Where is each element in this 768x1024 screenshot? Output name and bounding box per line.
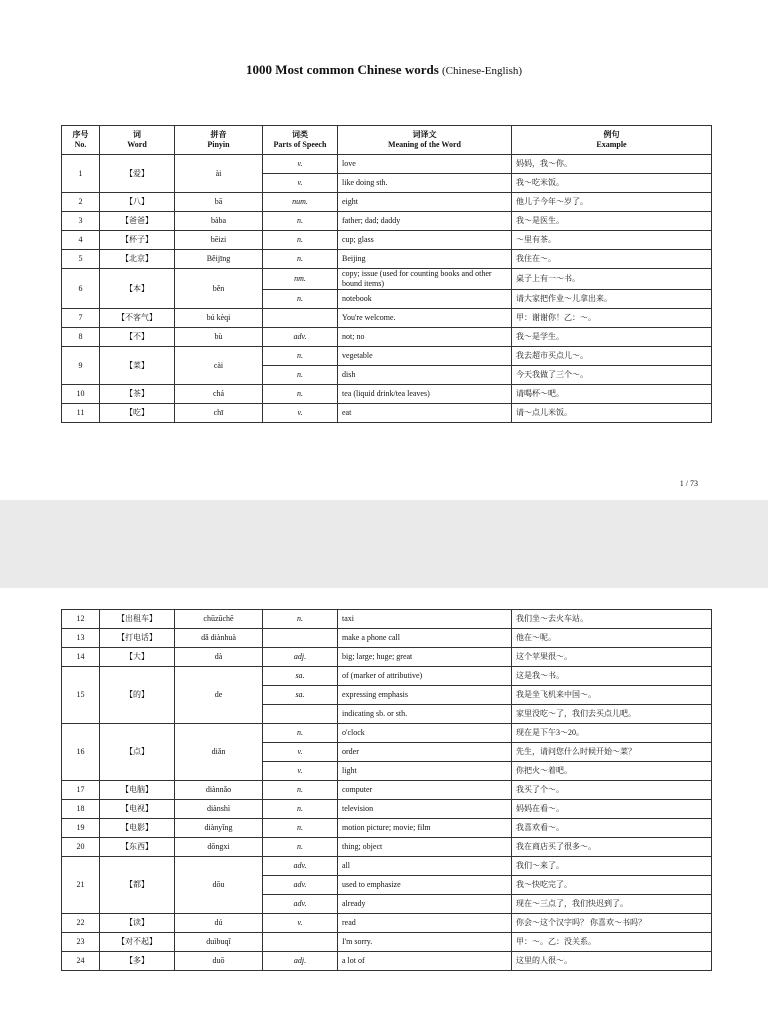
word-meaning: notebook [338, 290, 512, 309]
entry-number: 23 [62, 933, 100, 952]
entry-word: 【电视】 [100, 800, 175, 819]
word-meaning: order [338, 743, 512, 762]
entry-word: 【都】 [100, 857, 175, 914]
vocabulary-table-page-2 [61, 609, 712, 971]
entry-word: 【爸爸】 [100, 212, 175, 231]
entry-pinyin: dōu [175, 857, 263, 914]
part-of-speech: n. [263, 231, 338, 250]
table-row [62, 857, 712, 876]
part-of-speech: adv. [263, 895, 338, 914]
entry-number: 9 [62, 347, 100, 385]
entry-word: 【的】 [100, 667, 175, 724]
entry-number: 15 [62, 667, 100, 724]
entry-number: 17 [62, 781, 100, 800]
table-row [62, 800, 712, 819]
part-of-speech: v. [263, 743, 338, 762]
entry-number: 16 [62, 724, 100, 781]
word-meaning: like doing sth. [338, 174, 512, 193]
entry-number: 5 [62, 250, 100, 269]
example-sentence: 我喜欢看～。 [512, 819, 712, 838]
entry-pinyin: bú kèqi [175, 309, 263, 328]
word-meaning: I'm sorry. [338, 933, 512, 952]
entry-pinyin: chūzūchē [175, 610, 263, 629]
word-meaning: all [338, 857, 512, 876]
word-meaning: of (marker of attributive) [338, 667, 512, 686]
entry-pinyin: duō [175, 952, 263, 971]
table-row [62, 914, 712, 933]
table-row [62, 404, 712, 423]
word-meaning: Beijing [338, 250, 512, 269]
part-of-speech: adj. [263, 648, 338, 667]
word-meaning: vegetable [338, 347, 512, 366]
table-body [62, 610, 712, 971]
part-of-speech: n. [263, 212, 338, 231]
part-of-speech: n. [263, 347, 338, 366]
example-sentence: 我们坐～去火车站。 [512, 610, 712, 629]
word-meaning: motion picture; movie; film [338, 819, 512, 838]
example-sentence: 他在～呢。 [512, 629, 712, 648]
part-of-speech: adv. [263, 857, 338, 876]
table-row [62, 231, 712, 250]
word-meaning: light [338, 762, 512, 781]
entry-pinyin: bù [175, 328, 263, 347]
column-header-zh: 词译文 [412, 130, 437, 139]
entry-word: 【八】 [100, 193, 175, 212]
table-row [62, 667, 712, 686]
table-row [62, 648, 712, 667]
entry-word: 【不客气】 [100, 309, 175, 328]
entry-number: 3 [62, 212, 100, 231]
table-row [62, 724, 712, 743]
entry-pinyin: ài [175, 155, 263, 193]
example-sentence: 请大家把作业～儿拿出来。 [512, 290, 712, 309]
table-row [62, 347, 712, 366]
table-row [62, 610, 712, 629]
document-title [0, 62, 768, 78]
example-sentence: 我去超市买点儿～。 [512, 347, 712, 366]
part-of-speech [263, 629, 338, 648]
part-of-speech: v. [263, 404, 338, 423]
entry-word: 【吃】 [100, 404, 175, 423]
column-header [338, 126, 512, 155]
entry-word: 【杯子】 [100, 231, 175, 250]
word-meaning: already [338, 895, 512, 914]
entry-word: 【大】 [100, 648, 175, 667]
part-of-speech: n. [263, 250, 338, 269]
entry-pinyin: běn [175, 269, 263, 309]
table-row [62, 193, 712, 212]
example-sentence: 甲：～。乙：没关系。 [512, 933, 712, 952]
word-meaning: thing; object [338, 838, 512, 857]
entry-number: 14 [62, 648, 100, 667]
example-sentence: 我～吃米饭。 [512, 174, 712, 193]
word-meaning: read [338, 914, 512, 933]
entry-number: 10 [62, 385, 100, 404]
part-of-speech: n. [263, 385, 338, 404]
table-row [62, 250, 712, 269]
entry-number: 18 [62, 800, 100, 819]
title-subtitle: (Chinese-English) [442, 65, 523, 77]
part-of-speech: n. [263, 724, 338, 743]
column-header [175, 126, 263, 155]
column-header [263, 126, 338, 155]
word-meaning: o'clock [338, 724, 512, 743]
column-header-zh: 词类 [292, 130, 308, 139]
example-sentence: 请喝杯～吧。 [512, 385, 712, 404]
entry-pinyin: cài [175, 347, 263, 385]
entry-pinyin: de [175, 667, 263, 724]
word-meaning: love [338, 155, 512, 174]
example-sentence: 先生，请问您什么时候开始～菜？ [512, 743, 712, 762]
word-meaning: computer [338, 781, 512, 800]
entry-number: 22 [62, 914, 100, 933]
vocabulary-table-page-1 [61, 125, 712, 423]
entry-word: 【打电话】 [100, 629, 175, 648]
word-meaning: cup; glass [338, 231, 512, 250]
entry-word: 【东西】 [100, 838, 175, 857]
example-sentence: 妈妈，我～你。 [512, 155, 712, 174]
example-sentence: 我～是医生。 [512, 212, 712, 231]
word-meaning: taxi [338, 610, 512, 629]
word-meaning: copy; issue (used for counting books and other bound items) [338, 269, 512, 290]
example-sentence: 我住在～。 [512, 250, 712, 269]
entry-word: 【电影】 [100, 819, 175, 838]
example-sentence: 家里没吃～了，我们去买点儿吧。 [512, 705, 712, 724]
part-of-speech: adv. [263, 328, 338, 347]
example-sentence: 我～是学生。 [512, 328, 712, 347]
entry-word: 【不】 [100, 328, 175, 347]
title-main: 1000 Most common Chinese words [245, 62, 439, 77]
part-of-speech: n. [263, 819, 338, 838]
example-sentence: ～里有茶。 [512, 231, 712, 250]
column-header-en: Pinyin [207, 140, 230, 149]
column-header-zh: 例句 [603, 130, 620, 139]
entry-word: 【北京】 [100, 250, 175, 269]
part-of-speech: v. [263, 174, 338, 193]
entry-number: 12 [62, 610, 100, 629]
word-meaning: make a phone call [338, 629, 512, 648]
word-meaning: indicating sb. or sth. [338, 705, 512, 724]
table-row [62, 155, 712, 174]
column-header-en: Meaning of the Word [388, 140, 461, 149]
entry-pinyin: dǎ diànhuà [175, 629, 263, 648]
entry-pinyin: Běijīng [175, 250, 263, 269]
entry-pinyin: duìbuqǐ [175, 933, 263, 952]
entry-pinyin: chī [175, 404, 263, 423]
column-header [62, 126, 100, 155]
column-header-en: Parts of Speech [273, 140, 327, 149]
part-of-speech: n. [263, 781, 338, 800]
entry-word: 【多】 [100, 952, 175, 971]
entry-pinyin: diànshì [175, 800, 263, 819]
word-meaning: eight [338, 193, 512, 212]
entry-number: 4 [62, 231, 100, 250]
entry-word: 【本】 [100, 269, 175, 309]
table-row [62, 629, 712, 648]
page-number: 1 / 73 [679, 479, 698, 488]
word-meaning: expressing emphasis [338, 686, 512, 705]
example-sentence: 今天我做了三个～。 [512, 366, 712, 385]
part-of-speech: v. [263, 155, 338, 174]
word-meaning: television [338, 800, 512, 819]
part-of-speech: sa. [263, 667, 338, 686]
example-sentence: 你把火～着吧。 [512, 762, 712, 781]
entry-word: 【菜】 [100, 347, 175, 385]
word-meaning: You're welcome. [338, 309, 512, 328]
entry-number: 24 [62, 952, 100, 971]
table-row [62, 952, 712, 971]
entry-pinyin: chá [175, 385, 263, 404]
word-meaning: eat [338, 404, 512, 423]
table-body [62, 155, 712, 423]
column-header-en: Word [127, 140, 147, 149]
example-sentence: 这是我～书。 [512, 667, 712, 686]
table-header [62, 126, 712, 155]
entry-number: 2 [62, 193, 100, 212]
part-of-speech: num. [263, 193, 338, 212]
part-of-speech: n. [263, 366, 338, 385]
column-header-zh: 词 [133, 130, 141, 139]
example-sentence: 桌子上有一～书。 [512, 269, 712, 290]
entry-pinyin: bā [175, 193, 263, 212]
word-meaning: dish [338, 366, 512, 385]
word-meaning: tea (liquid drink/tea leaves) [338, 385, 512, 404]
entry-word: 【读】 [100, 914, 175, 933]
entry-number: 21 [62, 857, 100, 914]
table-row [62, 838, 712, 857]
table-row [62, 385, 712, 404]
entry-word: 【电脑】 [100, 781, 175, 800]
column-header-en: No. [74, 140, 87, 149]
part-of-speech: n. [263, 290, 338, 309]
header-row [62, 126, 712, 155]
word-meaning: not; no [338, 328, 512, 347]
word-meaning: big; large; huge; great [338, 648, 512, 667]
entry-pinyin: dōngxi [175, 838, 263, 857]
entry-number: 19 [62, 819, 100, 838]
entry-number: 11 [62, 404, 100, 423]
entry-word: 【点】 [100, 724, 175, 781]
column-header-zh: 拼音 [210, 130, 227, 139]
part-of-speech: sa. [263, 686, 338, 705]
part-of-speech: v. [263, 914, 338, 933]
example-sentence: 他儿子今年～岁了。 [512, 193, 712, 212]
example-sentence: 你会～这个汉字吗？ 你喜欢～书吗？ [512, 914, 712, 933]
part-of-speech: adv. [263, 876, 338, 895]
table-row [62, 269, 712, 290]
example-sentence: 我买了个～。 [512, 781, 712, 800]
column-header [512, 126, 712, 155]
part-of-speech: v. [263, 762, 338, 781]
example-sentence: 请～点儿米饭。 [512, 404, 712, 423]
entry-word: 【对不起】 [100, 933, 175, 952]
entry-word: 【茶】 [100, 385, 175, 404]
entry-pinyin: diǎn [175, 724, 263, 781]
example-sentence: 这里的人很～。 [512, 952, 712, 971]
table-row [62, 781, 712, 800]
column-header-en: Example [596, 140, 627, 149]
example-sentence: 我是坐飞机来中国～。 [512, 686, 712, 705]
example-sentence: 现在是下午3～20。 [512, 724, 712, 743]
entry-pinyin: bàba [175, 212, 263, 231]
entry-pinyin: dú [175, 914, 263, 933]
table-row [62, 933, 712, 952]
word-meaning: a lot of [338, 952, 512, 971]
entry-number: 6 [62, 269, 100, 309]
part-of-speech [263, 705, 338, 724]
part-of-speech: n. [263, 610, 338, 629]
entry-number: 7 [62, 309, 100, 328]
word-meaning: used to emphasize [338, 876, 512, 895]
word-meaning: father; dad; daddy [338, 212, 512, 231]
example-sentence: 我在商店买了很多～。 [512, 838, 712, 857]
part-of-speech [263, 309, 338, 328]
entry-pinyin: diànnǎo [175, 781, 263, 800]
example-sentence: 妈妈在看～。 [512, 800, 712, 819]
example-sentence: 这个苹果很～。 [512, 648, 712, 667]
entry-number: 1 [62, 155, 100, 193]
example-sentence: 现在～三点了，我们快迟到了。 [512, 895, 712, 914]
example-sentence: 我们～来了。 [512, 857, 712, 876]
table-row [62, 309, 712, 328]
column-header-zh: 序号 [72, 130, 89, 139]
table-row [62, 212, 712, 231]
part-of-speech: nm. [263, 269, 338, 290]
example-sentence: 甲：谢谢你！乙：～。 [512, 309, 712, 328]
example-sentence: 我～快吃完了。 [512, 876, 712, 895]
part-of-speech [263, 933, 338, 952]
entry-pinyin: dà [175, 648, 263, 667]
table-row [62, 819, 712, 838]
entry-pinyin: bēizi [175, 231, 263, 250]
table-row [62, 328, 712, 347]
column-header [100, 126, 175, 155]
part-of-speech: adj. [263, 952, 338, 971]
entry-word: 【爱】 [100, 155, 175, 193]
entry-number: 20 [62, 838, 100, 857]
part-of-speech: n. [263, 800, 338, 819]
entry-pinyin: diànyǐng [175, 819, 263, 838]
entry-number: 13 [62, 629, 100, 648]
entry-word: 【出租车】 [100, 610, 175, 629]
entry-number: 8 [62, 328, 100, 347]
part-of-speech: n. [263, 838, 338, 857]
